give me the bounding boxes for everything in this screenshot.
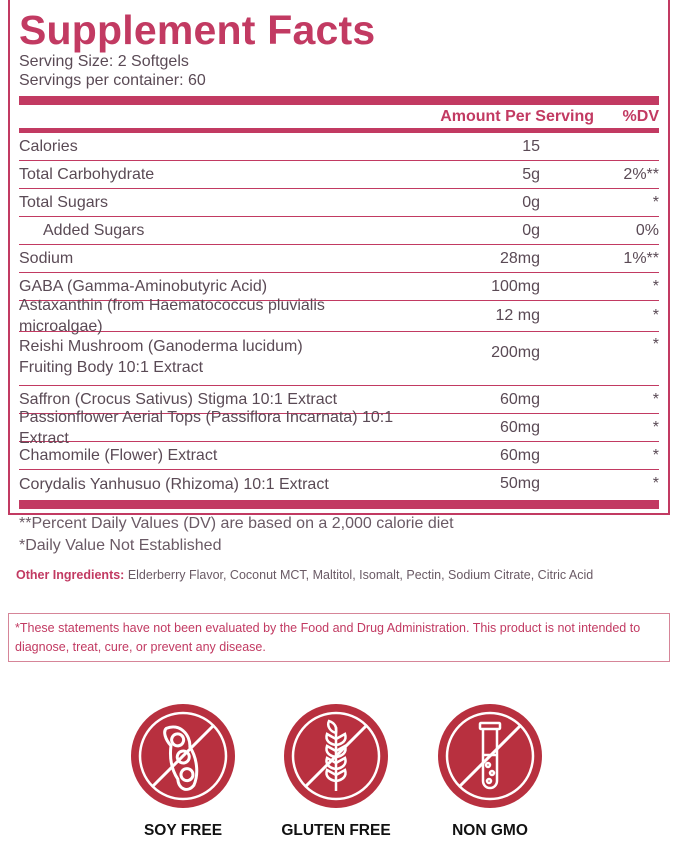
nutrient-name-line: Total Sugars (19, 194, 108, 211)
nutrient-table (19, 133, 659, 498)
other-ingredients-text: Elderberry Flavor, Coconut MCT, Maltitol, Isomalt, Pectin, Sodium Citrate, Citric Acid (124, 568, 594, 582)
amount-cell: 60mg (499, 418, 540, 436)
amount-cell: 0g (522, 193, 540, 211)
nutrient-name (19, 407, 404, 449)
nutrient-name-line: Total Carbohydrate (19, 166, 155, 183)
test-tube-icon (437, 703, 543, 809)
nutrient-name (19, 336, 404, 378)
dv-cell: * (652, 446, 659, 464)
dv-cell: * (652, 307, 659, 324)
nutrient-name-line: Sodium (19, 250, 74, 267)
amount-cell: 0g (522, 221, 540, 239)
nutrient-name-line: GABA (Gamma-Aminobutyric Acid) (19, 278, 268, 295)
dv-cell: * (652, 418, 659, 436)
amount-header: Amount Per Serving (440, 107, 594, 125)
amount-cell: 200mg (491, 344, 540, 361)
dv-cell: 1%** (623, 249, 659, 267)
amount-cell: 28mg (499, 249, 540, 267)
amount-cell: 5g (522, 165, 540, 183)
dv-cell: 2%** (623, 165, 659, 183)
dv-cell: 0% (635, 221, 659, 239)
not-established-footnote: *Daily Value Not Established (19, 537, 222, 554)
dv-cell: * (652, 475, 659, 492)
nutrient-name (19, 192, 404, 213)
divider-thick (19, 96, 659, 105)
amount-cell: 50mg (499, 475, 540, 492)
nutrient-name-line: Astaxanthin (from Haematococcus pluvialis microalgae) (19, 297, 325, 335)
gluten-free-label: GLUTEN FREE (281, 822, 391, 839)
amount-cell: 12 mg (495, 307, 540, 324)
amount-cell: 100mg (491, 277, 540, 295)
amount-cell: 15 (522, 137, 540, 155)
dv-header: %DV (622, 107, 659, 125)
nutrient-name (19, 136, 404, 157)
nutrient-name (19, 445, 404, 466)
nutrient-name (19, 276, 404, 297)
table-row (19, 408, 659, 447)
nutrient-name-line: Passionflower Aerial Tops (Passiflora Incarnata) 10:1 Extract (19, 408, 394, 447)
dv-cell: * (652, 336, 659, 353)
table-row (19, 133, 659, 161)
other-ingredients (16, 566, 666, 585)
servings-per-container: Servings per container: 60 (19, 72, 206, 89)
divider-thick-bottom (19, 500, 659, 509)
nutrient-name (19, 474, 404, 495)
nutrient-name-line: Calories (19, 138, 78, 155)
table-row (19, 245, 659, 273)
nutrient-name-line-2: Fruiting Body 10:1 Extract (19, 359, 204, 376)
nutrient-name-line: Added Sugars (43, 222, 145, 239)
table-row (19, 189, 659, 217)
nutrient-name-line: Reishi Mushroom (Ganoderma lucidum) (19, 338, 303, 355)
soybean-icon (130, 703, 236, 809)
table-row (19, 217, 659, 245)
table-row (19, 161, 659, 189)
non-gmo-label: NON GMO (452, 822, 528, 839)
table-row (19, 332, 659, 386)
nutrient-name (19, 248, 404, 269)
serving-size: Serving Size: 2 Softgels (19, 53, 189, 70)
table-row (19, 297, 659, 335)
soy-free-label: SOY FREE (143, 822, 223, 839)
nutrient-name-line: Corydalis Yanhusuo (Rhizoma) 10:1 Extract (19, 475, 329, 493)
nutrient-name (19, 164, 404, 185)
table-row (19, 442, 659, 470)
dv-footnote: **Percent Daily Values (DV) are based on a 2,000 calorie diet (19, 515, 454, 532)
supplement-facts-panel (8, 0, 670, 554)
dv-cell: * (652, 193, 659, 211)
nutrient-name-line: Chamomile (Flower) Extract (19, 447, 218, 464)
table-row (19, 470, 659, 498)
wheat-icon (283, 703, 389, 809)
other-ingredients-label: Other Ingredients: (16, 568, 125, 582)
footnotes (19, 513, 659, 557)
fda-disclaimer: *These statements have not been evaluated by the Food and Drug Administration. This product is not intended to diagnose, treat, cure, or prevent any disease. (8, 613, 670, 662)
amount-cell: 60mg (499, 390, 540, 408)
page-title: Supplement Facts (19, 7, 376, 53)
dv-cell: * (652, 277, 659, 295)
nutrient-name (19, 295, 404, 337)
nutrient-name-line: Saffron (Crocus Sativus) Stigma 10:1 Extract (19, 391, 338, 408)
amount-cell: 60mg (499, 446, 540, 464)
dv-cell: * (652, 390, 659, 408)
table-header (19, 105, 659, 128)
nutrient-name (19, 220, 404, 241)
